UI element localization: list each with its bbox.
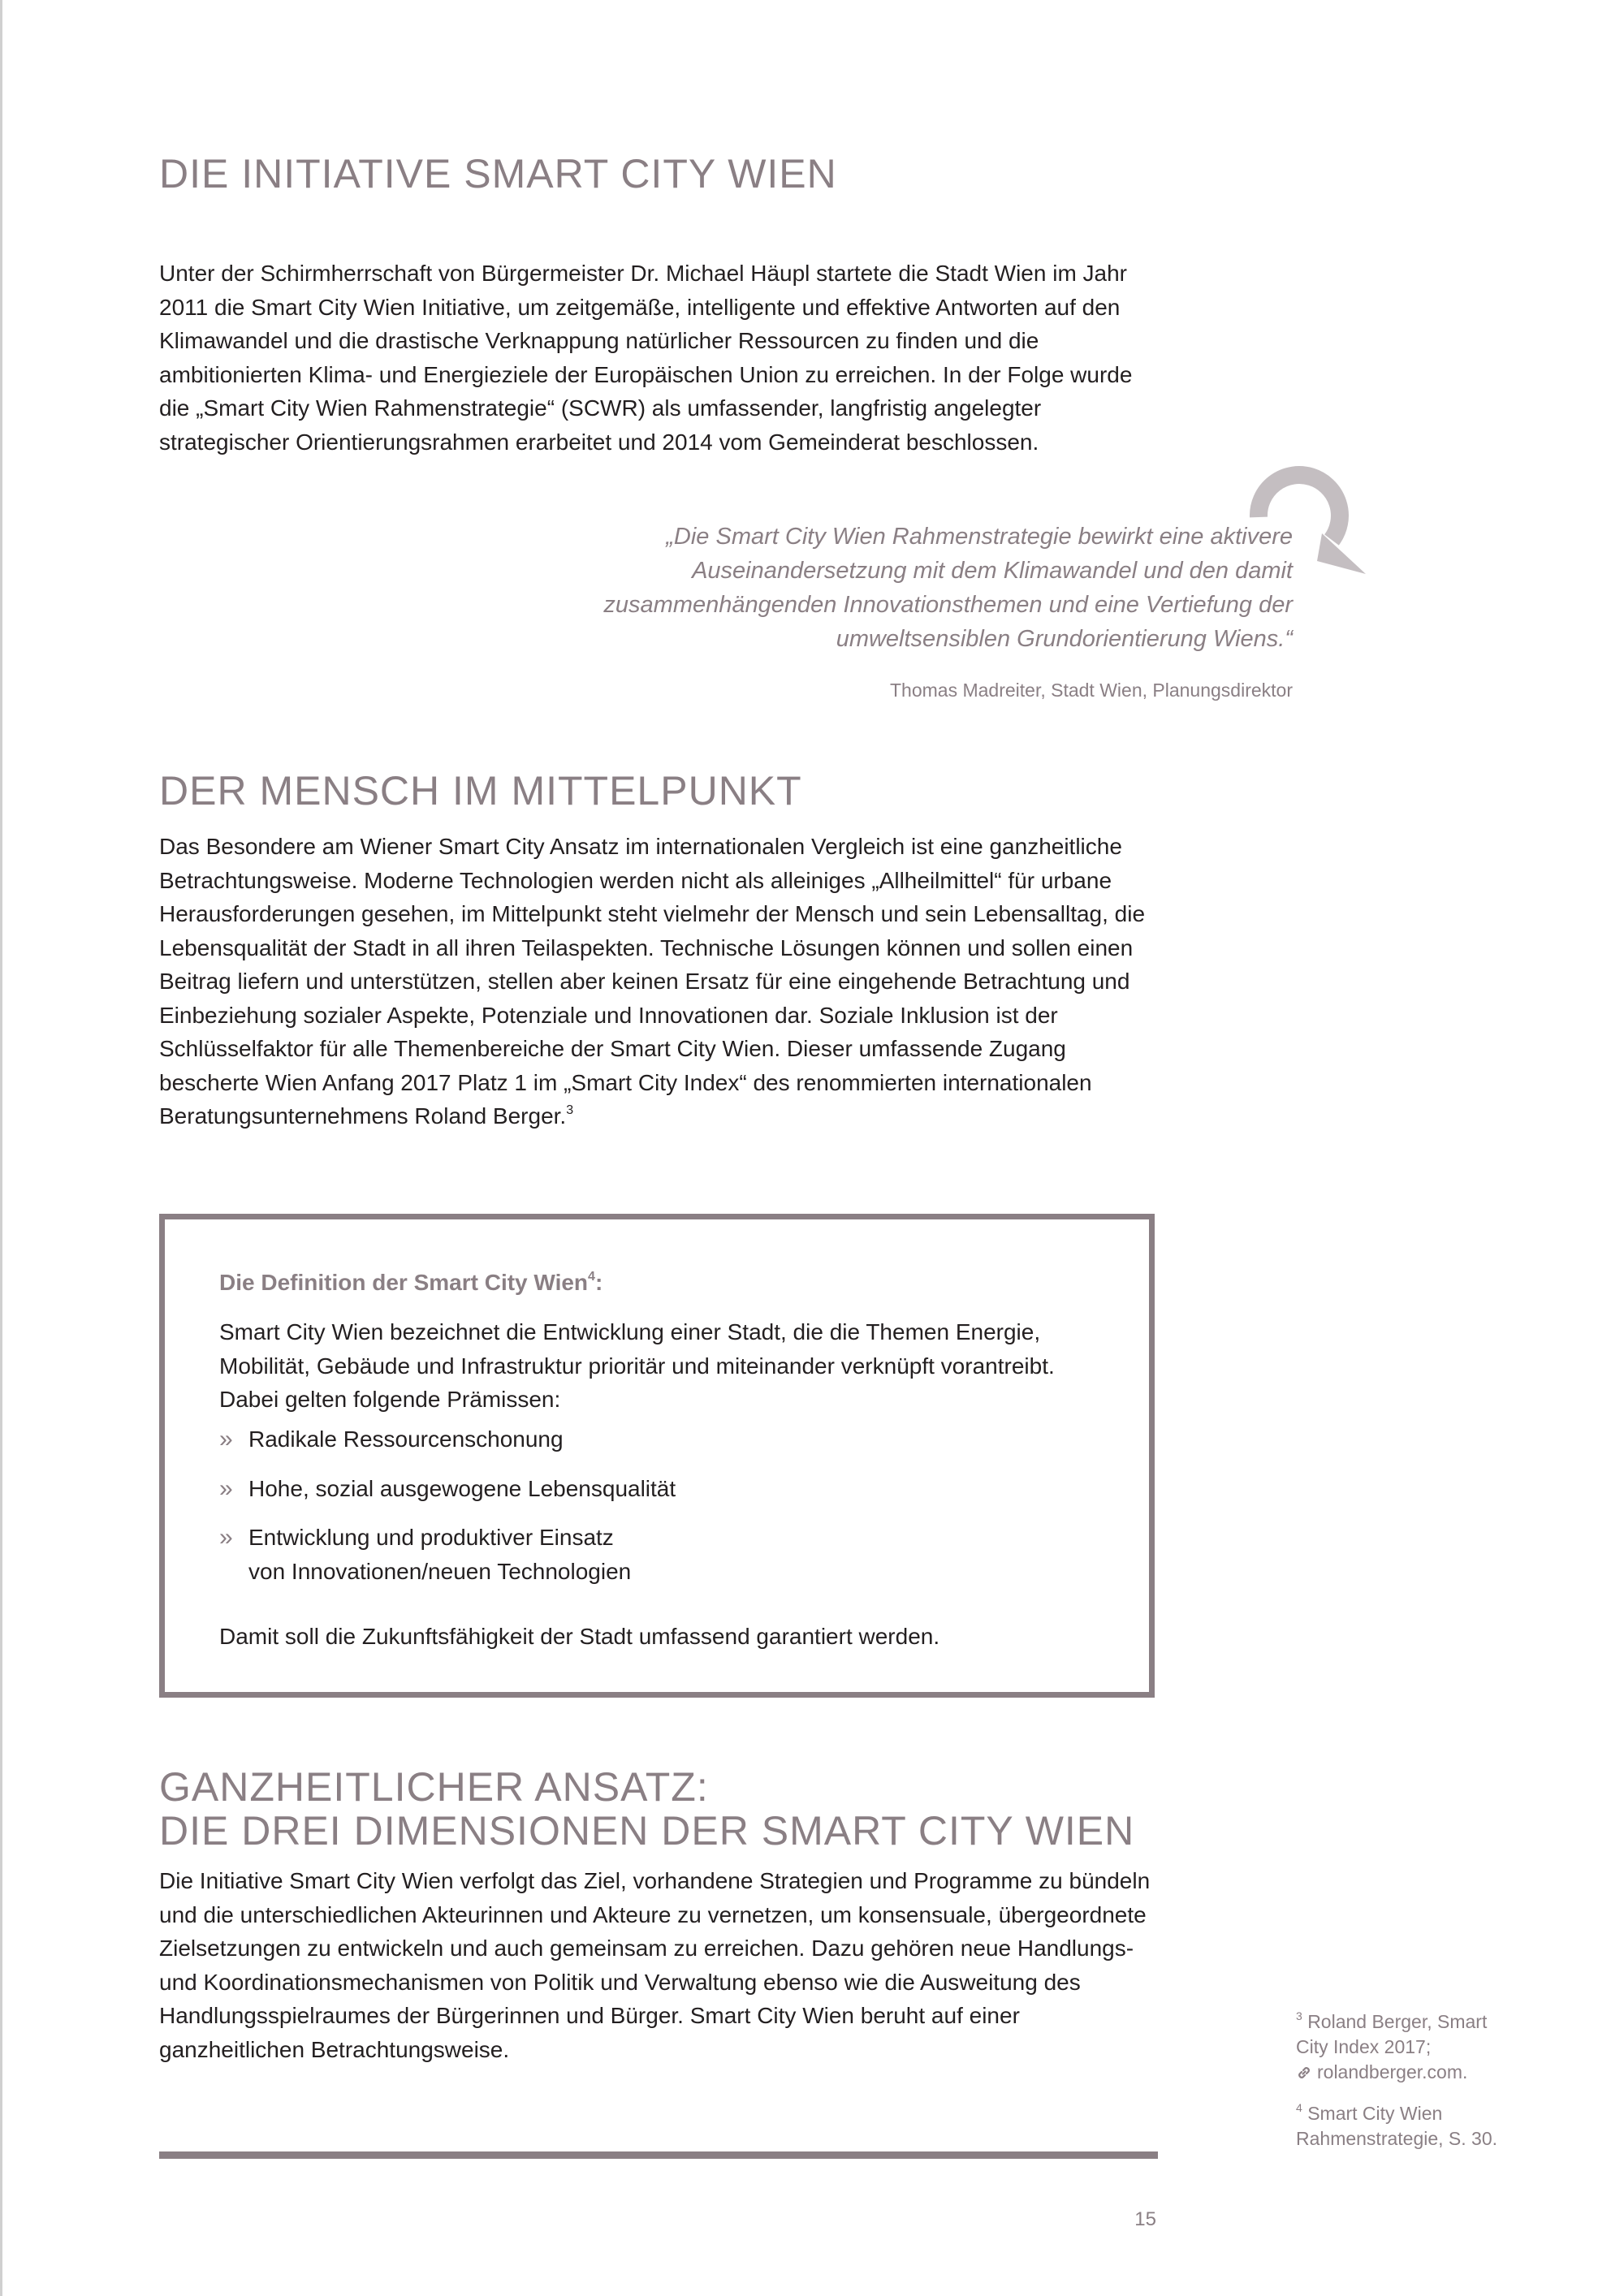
list-item-text: Hohe, sozial ausgewogene Lebensqualität (248, 1475, 676, 1501)
footnote-ref-4: 4 (588, 1270, 595, 1284)
heading-line-2: DIE DREI DIMENSIONEN DER SMART CITY WIEN (159, 1808, 1135, 1854)
premises-list (219, 1422, 1112, 1603)
definition-title-colon: : (594, 1270, 603, 1295)
section-heading-mensch: DER MENSCH IM MITTELPUNKT (159, 768, 802, 814)
footnote-link[interactable]: rolandberger.com. (1317, 2061, 1468, 2082)
initiative-paragraph: Unter der Schirmherrschaft von Bürgermeister Dr. Michael Häupl startete die Stadt Wien im Jahr 2011 die Smart City Wien Initiative, um zeitgemäße, intelligente und effektive Antworten auf den Klimawandel und die drastische Verknappung natürlicher Ressourcen zu finden und die ambitionierten Klima- und Energieziele der Europäischen Union zu erreichen. In der Folge wurde die „Smart City Wien Rahmenstrategie“ (SCWR) als umfassender, langfristig angelegter strategischer Orientierungsrahmen erarbeitet und 2014 vom Gemeinderat beschlossen. (159, 261, 1133, 455)
list-item-text: Radikale Ressourcenschonung (248, 1426, 564, 1452)
footnote-text: Roland Berger, Smart City Index 2017; (1296, 2011, 1488, 2057)
heading-line-1: GANZHEITLICHER ANSATZ: (159, 1764, 709, 1810)
section-heading-initiative: DIE INITIATIVE SMART CITY WIEN (159, 151, 837, 196)
mensch-paragraph-text: Das Besondere am Wiener Smart City Ansatz im internationalen Vergleich ist eine ganzheitliche Betrachtungsweise. Moderne Technologien werden nicht als alleiniges „Allheilmittel“ für urbane Herausforderungen gesehen, im Mittelpunkt steht vielmehr der Mensch und sein Lebensalltag, die Lebensqualität der Stadt in all ihren Teilaspekten. Technische Lösungen können und sollen einen Beitrag liefern und unterstützen, stellen aber keinen Ersatz für eine eingehende Betrachtung und Einbeziehung sozialer Aspekte, Potenziale und Innovationen dar. Soziale Inklusion ist der Schlüsselfaktor für alle Themenbereiche der Smart City Wien. Dieser umfassende Zugang bescherte Wien Anfang 2017 Platz 1 im „Smart City Index“ des renommierten internationalen Beratungsunternehmens Roland Berger. (159, 834, 1146, 1129)
chevron-right-icon: » (219, 1524, 233, 1551)
footnote-text: Smart City Wien Rahmenstrategie, S. 30. (1296, 2103, 1498, 2149)
definition-title-text: Die Definition der Smart City Wien (219, 1270, 589, 1295)
definition-intro: Smart City Wien bezeichnet die Entwicklung einer Stadt, die die Themen Energie, Mobilität, Gebäude und Infrastruktur prioritär und miteinander verknüpft vorantreibt. Dabei gelten folgende Prämissen: (219, 1319, 1055, 1412)
list-item (219, 1521, 638, 1588)
quote-attribution: Thomas Madreiter, Stadt Wien, Planungsdirektor (889, 680, 1293, 701)
pull-quote: „Die Smart City Wien Rahmenstrategie bewirkt eine aktivere Auseinandersetzung mit dem Klimawandel und den damit zusammenhängenden Innovationsthemen und eine Vertiefung der umweltsensiblen Grundorientierung Wiens.“ (603, 524, 1293, 652)
footnote-3 (1296, 2009, 1523, 2085)
link-icon (1296, 2065, 1312, 2081)
chevron-right-icon: » (219, 1474, 233, 1502)
ansatz-paragraph: Die Initiative Smart City Wien verfolgt das Ziel, vorhandene Strategien und Programme zu bündeln und die unterschiedlichen Akteurinnen und Akteure zu vernetzen, um konsensuale, übergeordnete Zielsetzungen zu entwickeln und auch gemeinsam zu erreichen. Dazu gehören neue Handlungs- und Koordinationsmechanismen von Politik und Verwaltung ebenso wie die Ausweitung des Handlungsspielraumes der Bürgerinnen und Bürger. Smart City Wien beruht auf einer ganzheitlichen Betrachtungsweise. (159, 1868, 1151, 2062)
list-item-text: Entwicklung und produktiver Einsatz von Innovationen/neuen Technologien (248, 1525, 632, 1584)
definition-closing: Damit soll die Zukunftsfähigkeit der Stadt umfassend garantiert werden. (219, 1624, 940, 1649)
section-heading-ansatz (159, 1765, 1134, 1853)
footnote-number: 4 (1296, 2101, 1302, 2114)
bottom-divider (159, 2151, 1158, 2159)
chevron-right-icon: » (219, 1426, 233, 1452)
page-edge-line (0, 0, 2, 2296)
list-item (219, 1472, 1112, 1506)
definition-title (219, 1268, 603, 1297)
page-number: 15 (1134, 2208, 1156, 2230)
list-item (219, 1422, 1112, 1457)
footnote-ref-3: 3 (566, 1103, 574, 1117)
mensch-paragraph (159, 830, 1158, 1133)
footnote-4 (1296, 2101, 1523, 2151)
footnote-number: 3 (1296, 2009, 1302, 2022)
